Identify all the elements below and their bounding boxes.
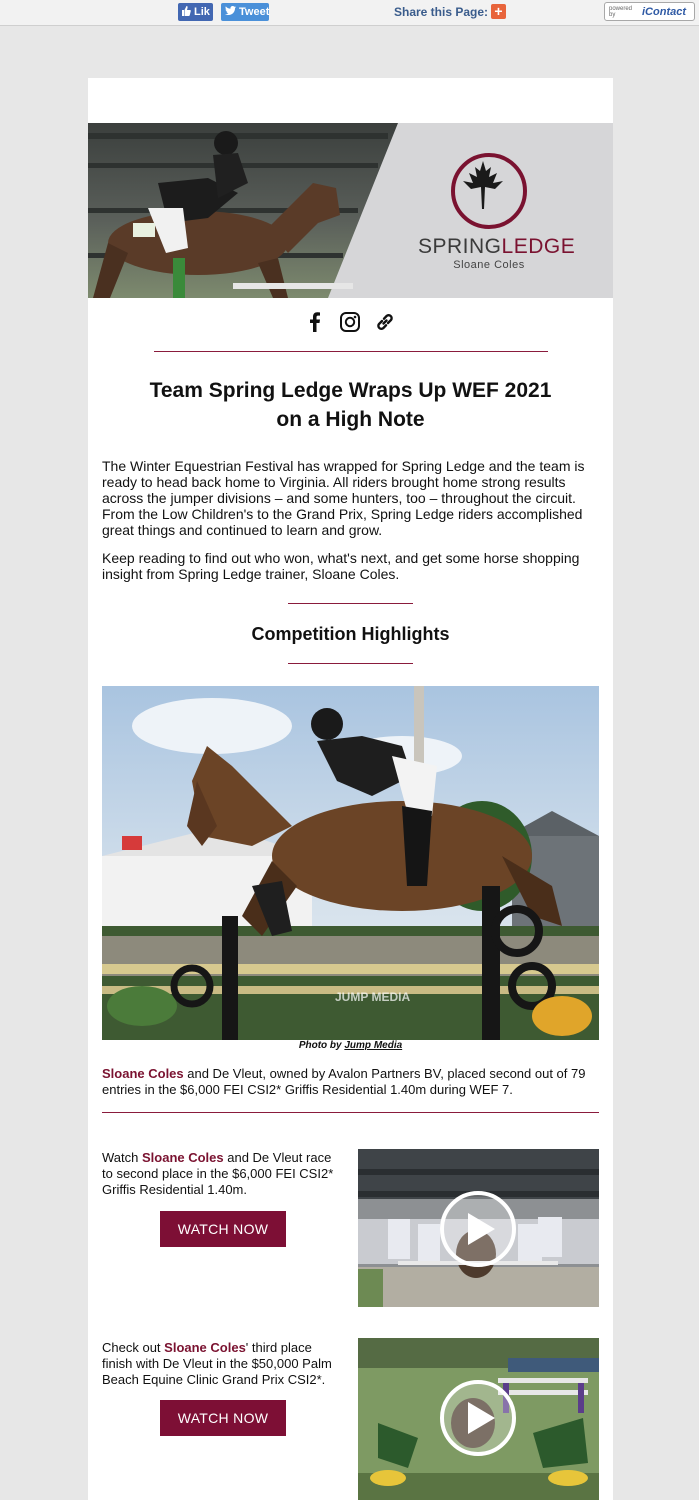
header-banner — [88, 123, 613, 298]
maple-leaf-icon — [455, 157, 511, 213]
video-thumbnail[interactable] — [358, 1338, 599, 1500]
photo-caption: Sloane Coles and De Vleut, owned by Avalon Partners BV, placed second out of 79 entries in the $6,000 FEI CSI2* Griffis Residential 1.40m during WEF 7. — [102, 1066, 586, 1097]
social-links — [304, 310, 396, 334]
powered-by-label: powered by — [609, 5, 633, 18]
watch-now-button[interactable]: WATCH NOW — [160, 1211, 286, 1247]
facebook-icon[interactable] — [304, 311, 326, 333]
divider — [154, 351, 548, 352]
spring-ledge-logo — [451, 153, 527, 229]
video-description: Check out Sloane Coles' third place finish with De Vleut in the $50,000 Palm Beach Equine Clinic Grand Prix CSI2*. — [102, 1340, 332, 1387]
article-teaser-paragraph: Keep reading to find out who won, what's next, and get some horse shopping insight from Spring Ledge trainer, Sloane Coles. — [102, 550, 580, 582]
article-title: Team Spring Ledge Wraps Up WEF 2021 on a High Note — [149, 379, 552, 431]
jump-media-link[interactable]: Jump Media — [344, 1040, 403, 1051]
share-page-label: Share this Page: — [394, 5, 489, 19]
divider — [288, 663, 413, 664]
divider — [102, 1112, 599, 1113]
section-title: Competition Highlights — [251, 624, 450, 644]
logo-wordmark: SPRINGLEDGE — [418, 235, 576, 258]
facebook-like-button[interactable]: Lik — [178, 3, 213, 21]
icontact-brand: iContact — [642, 5, 686, 18]
email-card — [88, 78, 613, 1500]
instagram-icon[interactable] — [339, 311, 361, 333]
rider-name: Sloane Coles — [102, 1066, 184, 1081]
video-thumbnail[interactable] — [358, 1149, 599, 1307]
photo-watermark: JUMP MEDIA — [335, 990, 411, 1004]
tweet-button[interactable]: Tweet — [221, 3, 269, 21]
thumbs-up-icon — [181, 6, 191, 19]
header-horse-photo — [88, 123, 613, 298]
logo-subtitle: Sloane Coles — [453, 259, 525, 271]
share-bar — [0, 0, 699, 26]
video-description: Watch Sloane Coles and De Vleut race to second place in the $6,000 FEI CSI2* Griffis Residential 1.40m. — [102, 1150, 334, 1197]
twitter-bird-icon — [225, 6, 236, 18]
link-icon[interactable] — [374, 311, 396, 333]
share-plus-button[interactable]: + — [491, 4, 506, 19]
watch-now-button[interactable]: WATCH NOW — [160, 1400, 286, 1436]
divider — [288, 603, 413, 604]
highlight-photo — [102, 686, 599, 1040]
icontact-badge[interactable] — [604, 2, 695, 21]
article-intro-paragraph: The Winter Equestrian Festival has wrapped for Spring Ledge and the team is ready to head back home to Virginia. All riders brought home strong results across the jumper divisions – and some hunters, too – throughout the circuit. From the Low Children's to the Grand Prix, Spring Ledge riders accomplished great things and continued to learn and grow. — [102, 458, 585, 538]
photo-credit: Photo by Jump Media — [298, 1040, 403, 1051]
